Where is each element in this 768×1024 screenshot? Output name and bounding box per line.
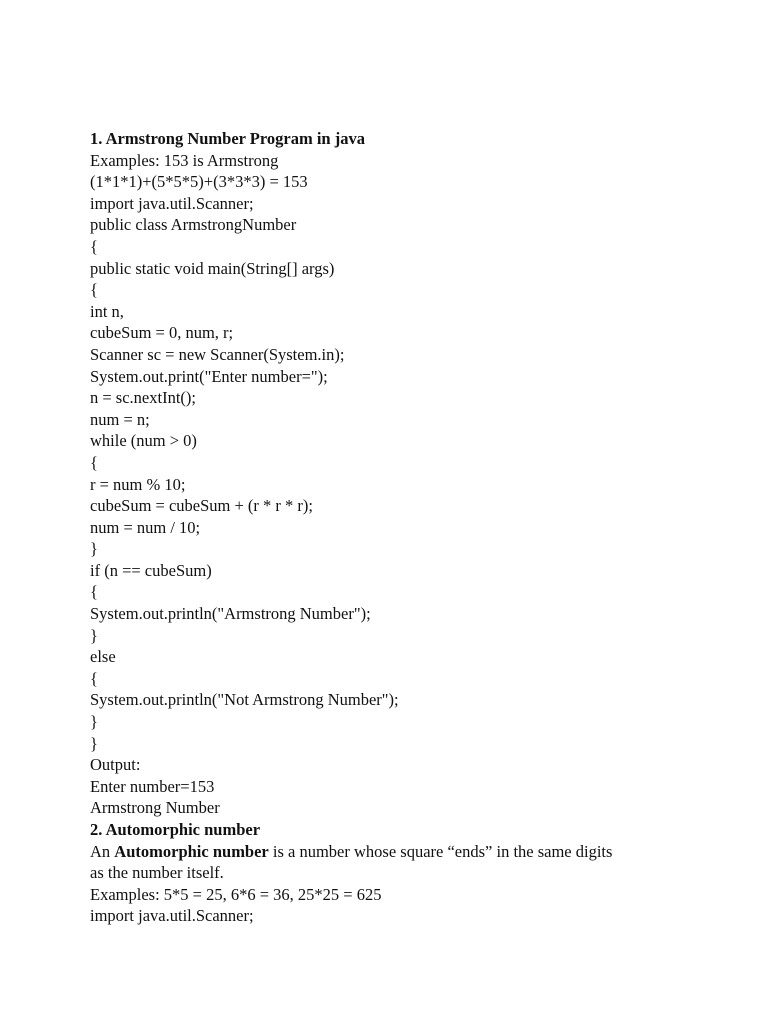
- code-line: }: [90, 712, 98, 732]
- code-line: }: [90, 733, 98, 753]
- code-line: public class ArmstrongNumber: [90, 215, 297, 235]
- intro-prefix: An: [90, 841, 111, 861]
- code-line: {: [90, 668, 98, 688]
- intro-paragraph-line1: [90, 841, 710, 863]
- code-line: n = sc.nextInt();: [90, 388, 196, 408]
- code-line: {: [90, 236, 98, 256]
- code-line: import java.util.Scanner;: [90, 193, 254, 213]
- code-line: System.out.println("Armstrong Number");: [90, 604, 371, 624]
- code-line: else: [90, 647, 116, 667]
- examples-line: Examples: 5*5 = 25, 6*6 = 36, 25*25 = 625: [90, 884, 382, 904]
- code-line: int n,: [90, 301, 124, 321]
- code-line: if (n == cubeSum): [90, 560, 212, 580]
- code-line: Scanner sc = new Scanner(System.in);: [90, 344, 345, 364]
- code-line: num = n;: [90, 409, 150, 429]
- code-line: {: [90, 280, 98, 300]
- code-line: import java.util.Scanner;: [90, 906, 254, 926]
- code-line: System.out.println("Not Armstrong Number");: [90, 690, 399, 710]
- intro-rest: is a number whose square “ends” in the same digits: [272, 841, 613, 861]
- code-line: System.out.print("Enter number=");: [90, 366, 328, 386]
- output-line: Armstrong Number: [90, 798, 220, 818]
- code-line: {: [90, 582, 98, 602]
- intro-term: Automorphic number: [114, 841, 269, 861]
- document-page: [90, 128, 710, 927]
- text-line: (1*1*1)+(5*5*5)+(3*3*3) = 153: [90, 172, 308, 192]
- code-line: }: [90, 539, 98, 559]
- output-line: Enter number=153: [90, 776, 215, 796]
- section-heading: 2. Automorphic number: [90, 820, 261, 839]
- code-line: cubeSum = cubeSum + (r * r * r);: [90, 496, 313, 516]
- code-line: num = num / 10;: [90, 517, 201, 537]
- code-block: [90, 150, 710, 819]
- code-line: {: [90, 452, 98, 472]
- output-label: Output:: [90, 755, 141, 775]
- code-line: }: [90, 625, 98, 645]
- intro-paragraph-line2: as the number itself.: [90, 863, 224, 883]
- code-line: r = num % 10;: [90, 474, 186, 494]
- code-line: public static void main(String[] args): [90, 258, 335, 278]
- section-heading: 1. Armstrong Number Program in java: [90, 129, 365, 148]
- code-line: cubeSum = 0, num, r;: [90, 323, 234, 343]
- text-line: Examples: 153 is Armstrong: [90, 150, 279, 170]
- code-line: while (num > 0): [90, 431, 197, 451]
